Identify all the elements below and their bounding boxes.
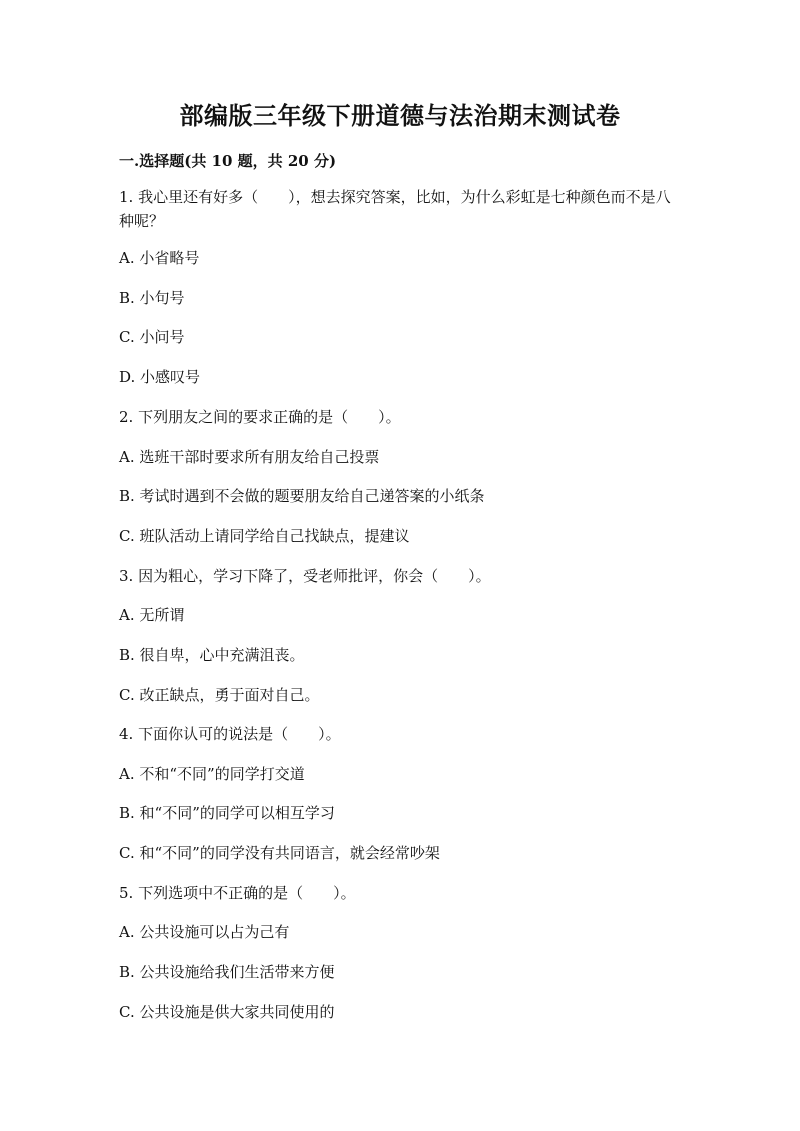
question-1-option-b: B. 小句号 [119, 289, 185, 307]
question-4-option-a: A. 不和“不同”的同学打交道 [119, 765, 305, 783]
question-1-option-d: D. 小感叹号 [119, 368, 201, 386]
question-1-option-a: A. 小省略号 [119, 249, 200, 267]
page-title: 部编版三年级下册道德与法治期末测试卷 [179, 101, 621, 130]
question-4-option-c: C. 和“不同”的同学没有共同语言，就会经常吵架 [119, 844, 440, 862]
question-1-option-c: C. 小问号 [119, 328, 185, 346]
question-3-option-a: A. 无所谓 [119, 606, 185, 624]
section-heading: 一.选择题(共 10 题，共 20 分) [119, 152, 337, 170]
question-5-option-c: C. 公共设施是供大家共同使用的 [119, 1003, 335, 1021]
question-2-option-c: C. 班队活动上请同学给自己找缺点，提建议 [119, 527, 410, 545]
question-2-option-a: A. 选班干部时要求所有朋友给自己投票 [119, 448, 380, 466]
question-4-option-b: B. 和“不同”的同学可以相互学习 [119, 804, 335, 822]
question-3-option-b: B. 很自卑，心中充满沮丧。 [119, 646, 305, 664]
question-5-stem: 5. 下列选项中不正确的是（ ）。 [119, 884, 356, 902]
question-5-option-b: B. 公共设施给我们生活带来方便 [119, 963, 335, 981]
question-3-option-c: C. 改正缺点，勇于面对自己。 [119, 686, 320, 704]
question-5-option-a: A. 公共设施可以占为己有 [119, 923, 290, 941]
question-3-stem: 3. 因为粗心，学习下降了，受老师批评，你会（ ）。 [119, 567, 491, 585]
question-2-option-b: B. 考试时遇到不会做的题要朋友给自己递答案的小纸条 [119, 487, 485, 505]
question-2-stem: 2. 下列朋友之间的要求正确的是（ ）。 [119, 408, 401, 426]
question-1-stem: 1. 我心里还有好多（ ），想去探究答案，比如，为什么彩虹是七种颜色而不是八种呢？ [119, 188, 671, 230]
question-4-stem: 4. 下面你认可的说法是（ ）。 [119, 725, 341, 743]
